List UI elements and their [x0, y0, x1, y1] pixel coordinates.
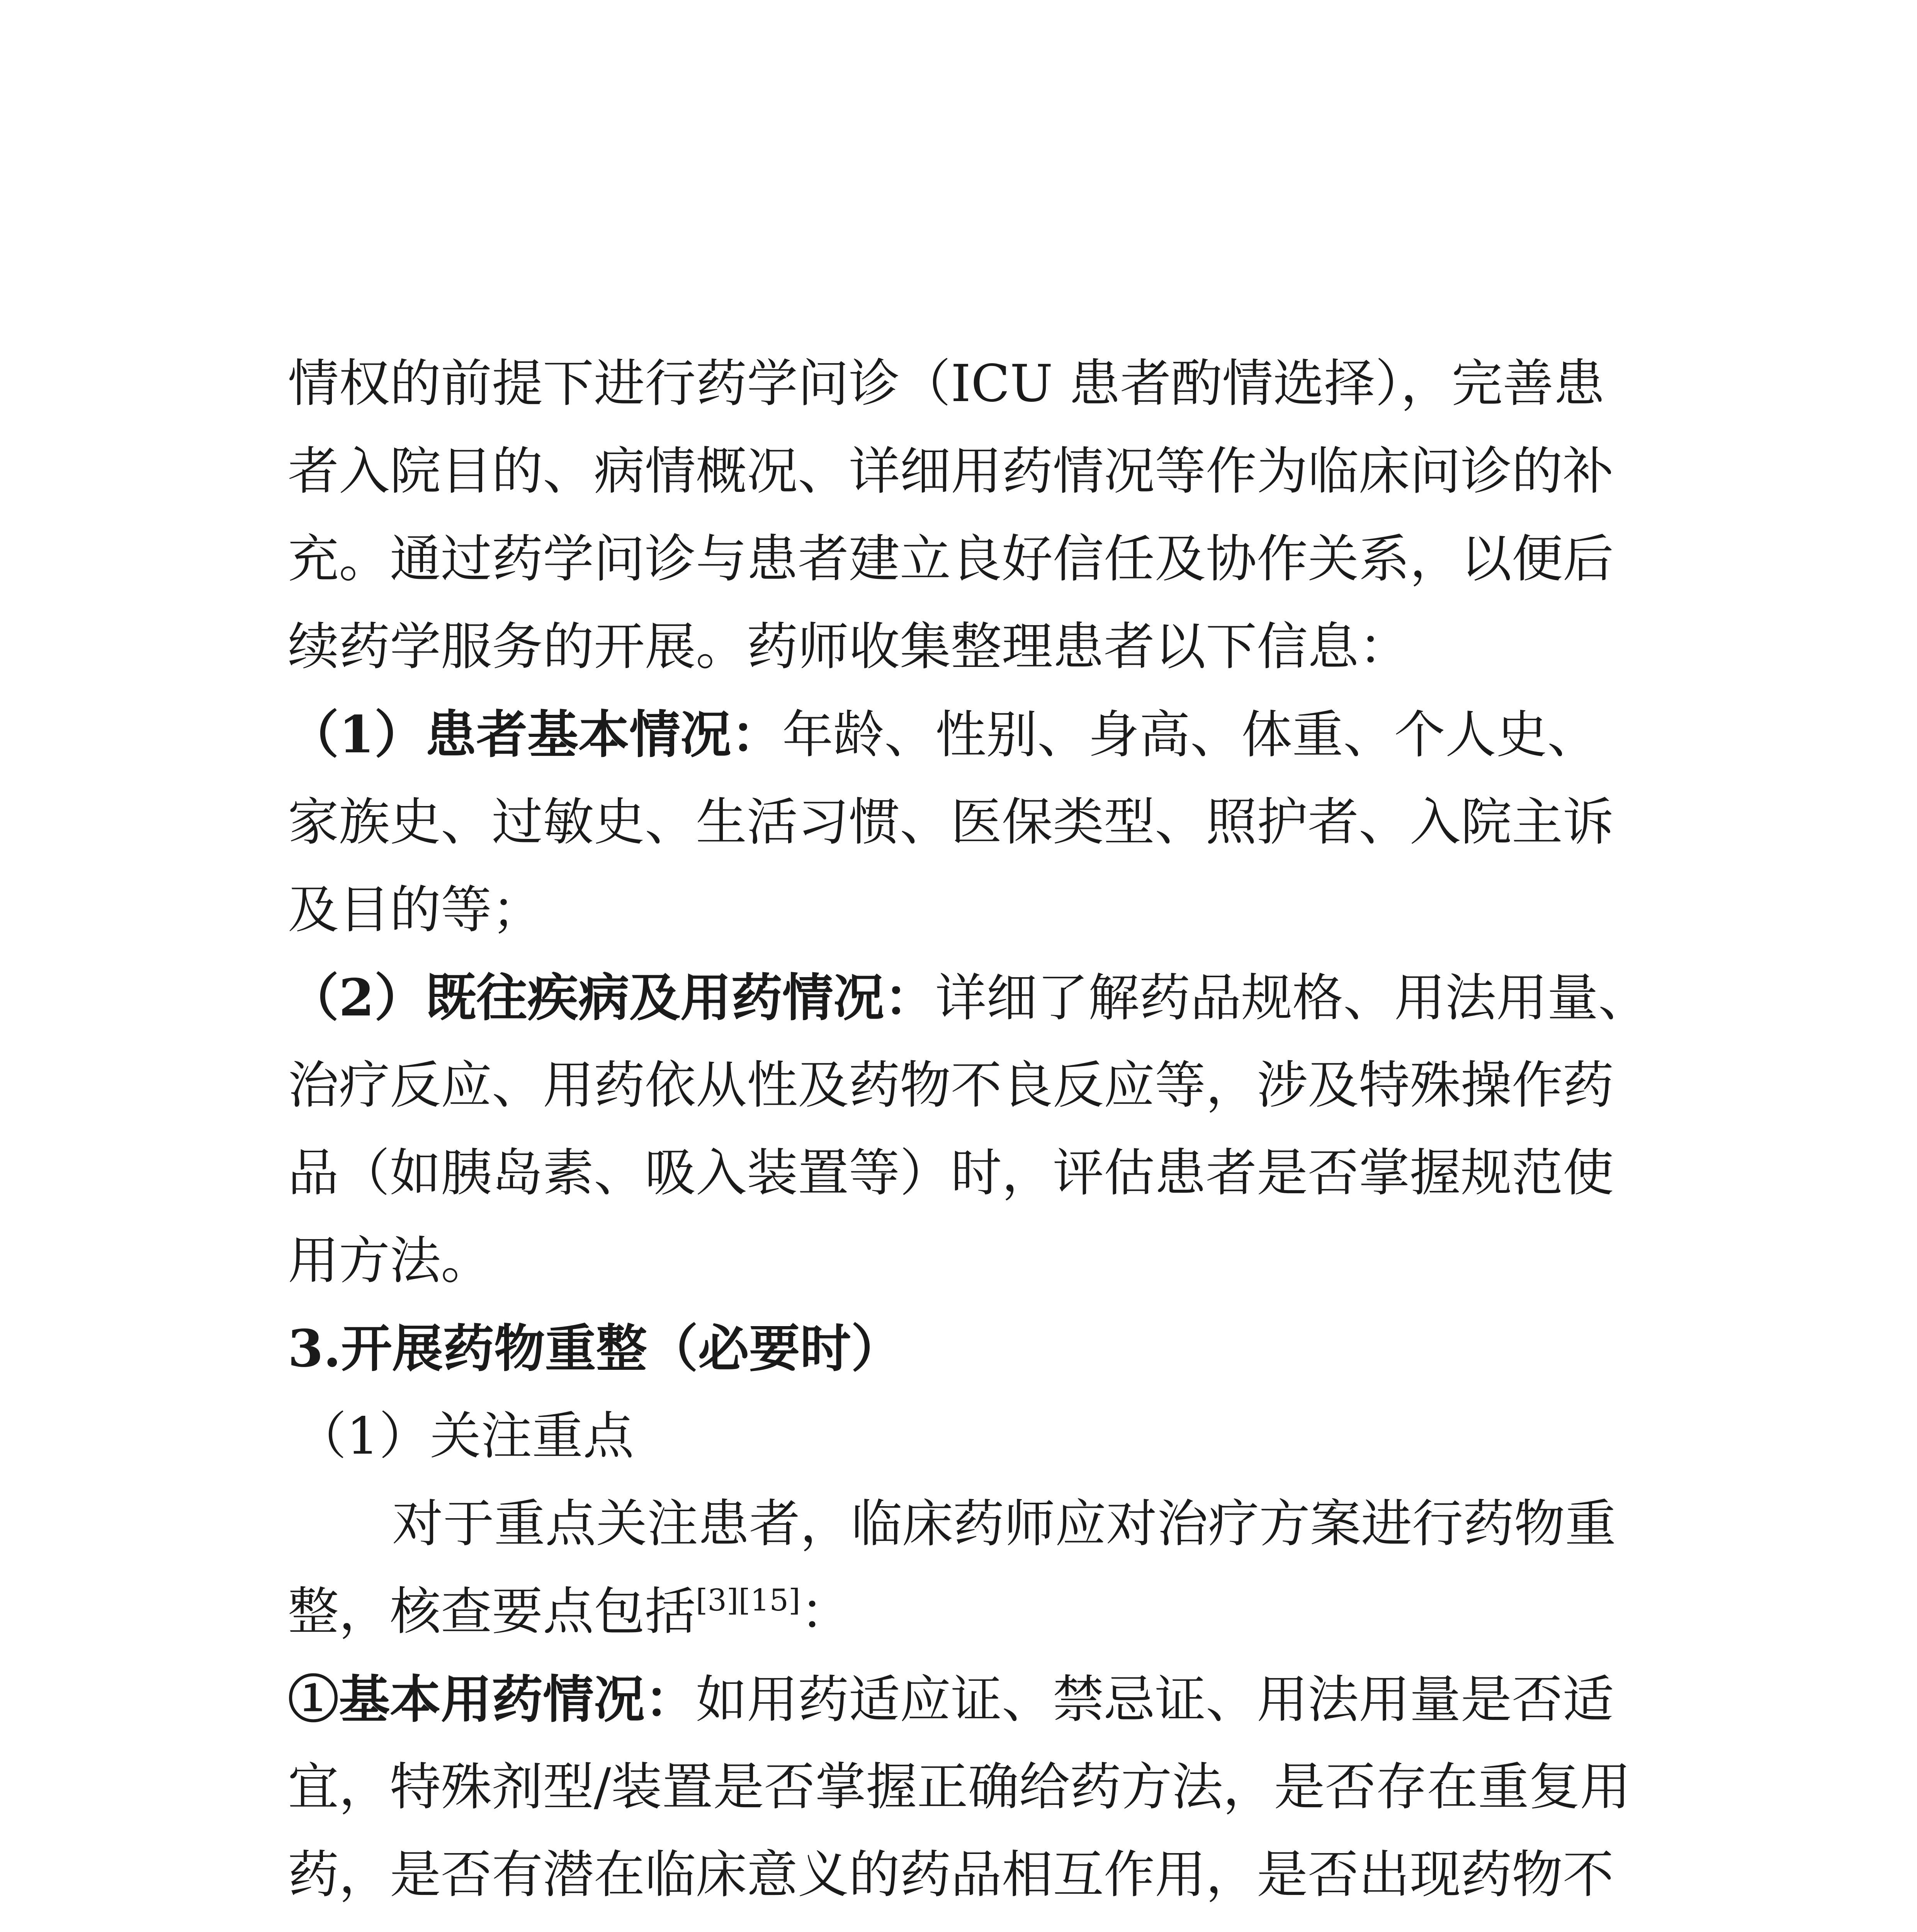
point-1-text: 如用药适应证、禁忌证、用法用量是否适: [696, 1670, 1614, 1730]
section-3-colon: ：: [800, 1582, 851, 1641]
item-2-first-line: [288, 954, 1649, 1042]
section-3-text: 整，核查要点包括: [288, 1582, 696, 1641]
point-1-line: 宜，特殊剂型/装置是否掌握正确给药方法，是否存在重复用: [288, 1757, 1631, 1817]
point-1-line: [288, 1919, 1609, 1932]
item-1-line: 及目的等；: [288, 880, 543, 940]
item-1-text: 年龄、性别、身高、体重、个人史、: [782, 705, 1598, 765]
citation: [3][15]: [696, 1583, 800, 1618]
section-3-title: 3.开展药物重整（必要时）: [288, 1319, 902, 1379]
body-text: [288, 340, 1649, 1932]
item-2-line: 治疗反应、用药依从性及药物不良反应等，涉及特殊操作药: [288, 1056, 1614, 1115]
point-1-heading: ①基本用药情况：: [288, 1670, 696, 1730]
item-2-line: 品（如胰岛素、吸入装置等）时，评估患者是否掌握规范使: [288, 1143, 1614, 1203]
item-2-text: 详细了解药品规格、用法用量、: [935, 968, 1649, 1028]
item-1-heading: （1）患者基本情况：: [288, 705, 782, 765]
item-1-first-line: [288, 691, 1609, 779]
paragraph-line: 者入院目的、病情概况、详细用药情况等作为临床问诊的补: [288, 442, 1614, 501]
paragraph-line: 充。通过药学问诊与患者建立良好信任及协作关系，以便后: [288, 529, 1614, 589]
paragraph-line: 情权的前提下进行药学问诊（ICU 患者酌情选择），完善患: [288, 354, 1605, 413]
item-1-line: 家族史、过敏史、生活习惯、医保类型、照护者、入院主诉: [288, 793, 1614, 852]
point-1-first-line: [288, 1656, 1614, 1743]
section-3-paragraph: 对于重点关注患者，临床药师应对治疗方案进行药物重: [392, 1494, 1616, 1554]
paragraph-line: 续药学服务的开展。药师收集整理患者以下信息：: [288, 617, 1410, 677]
item-2-heading: （2）既往疾病及用药情况：: [288, 968, 935, 1028]
item-2-line: 用方法。: [288, 1231, 492, 1291]
section-3-subtitle: （1）关注重点: [296, 1406, 634, 1466]
section-3-paragraph-continued: [288, 1568, 1609, 1656]
point-1-line: 药，是否有潜在临床意义的药品相互作用，是否出现药物不: [288, 1845, 1614, 1905]
